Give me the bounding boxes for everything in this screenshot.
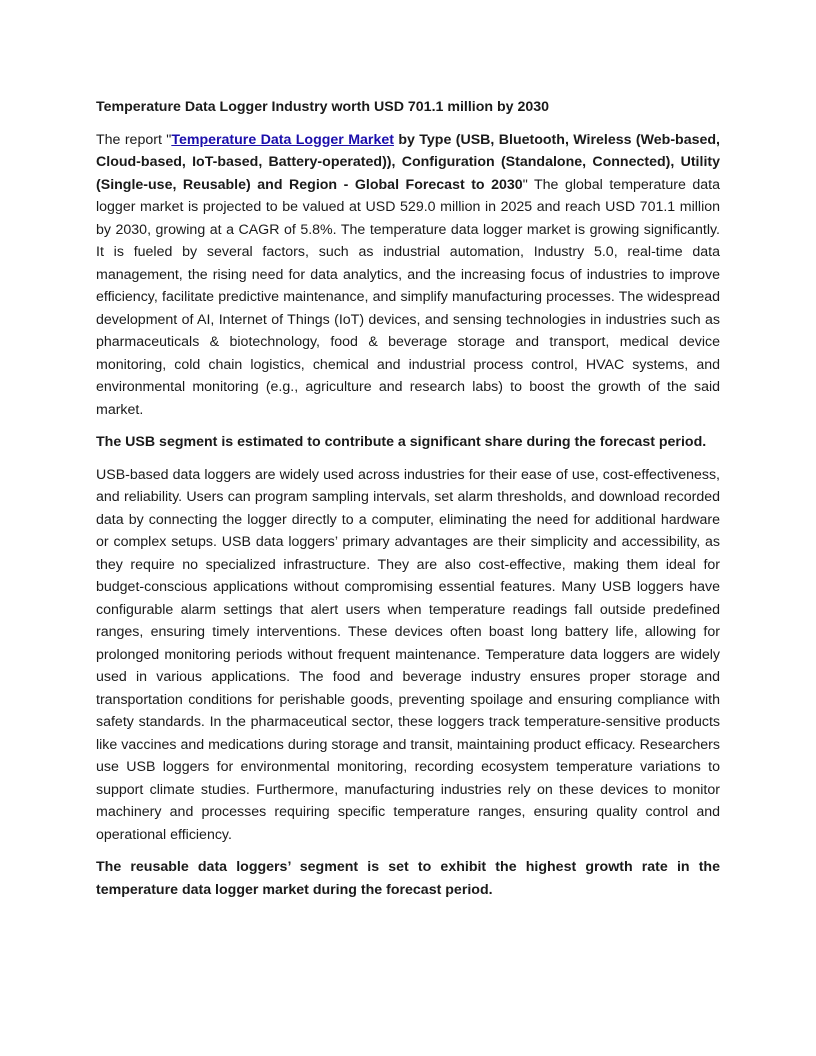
reusable-segment-heading: The reusable data loggers’ segment is set to exhibit the highest growth rate in the temperature data logger market during the forecast period. bbox=[96, 859, 720, 898]
intro-prefix: The report " bbox=[96, 131, 172, 148]
document-title: Temperature Data Logger Industry worth USD 701.1 million by 2030 bbox=[96, 99, 550, 115]
market-report-link[interactable]: Temperature Data Logger Market bbox=[171, 131, 394, 148]
intro-body: " The global temperature data logger market is projected to be valued at USD 529.0 million in 2025 and reach USD 701.1 million by 2030, growing at a CAGR of 5.8%. The temperature data logger market is growing significantly. It is fueled by several factors, such as industrial automation, Industry 5.0, real-time data management, the rising need for data analytics, and the increasing focus of industries to improve efficiency, facilitate predictive maintenance, and simplify manufacturing processes. The widespread development of AI, Internet of Things (IoT) devices, and sensing technologies in industries such as pharmaceuticals & biotechnology, food & beverage storage and transport, medical device monitoring, cold chain logistics, chemical and industrial process control, HVAC systems, and environmental monitoring (e.g., agriculture and research labs) to boost the growth of the said market. bbox=[96, 176, 720, 418]
intro-report-title: by Type (USB, Bluetooth, Wireless (Web-based, Cloud-based, IoT-based, Battery-operated)), Configuration (Standalone, Connected), Utility (Single-use, Reusable) and Region - Global Forecast to 2030 bbox=[96, 131, 720, 193]
usb-segment-paragraph: USB-based data loggers are widely used across industries for their ease of use, cost-effectiveness, and reliability. Users can program sampling intervals, set alarm thresholds, and download recorded data by connecting the logger directly to a computer, eliminating the need for additional hardware or complex setups. USB data loggers’ primary advantages are their simplicity and accessibility, as they require no specialized infrastructure. They are also cost-effective, making them ideal for budget-conscious applications without compromising essential features. Many USB loggers have configurable alarm settings that alert users when temperature readings fall outside predefined ranges, ensuring timely interventions. These devices often boast long battery life, allowing for prolonged monitoring periods without frequent maintenance. Temperature data loggers are widely used in various applications. The food and beverage industry ensures proper storage and transportation conditions for perishable goods, preventing spoilage and ensuring compliance with safety standards. In the pharmaceutical sector, these loggers track temperature-sensitive products like vaccines and medications during storage and transit, maintaining product efficacy. Researchers use USB loggers for environmental monitoring, recording ecosystem temperature variations to support climate studies. Furthermore, manufacturing industries rely on these devices to monitor machinery and processes requiring specific temperature ranges, ensuring quality control and operational efficiency. bbox=[96, 466, 720, 843]
intro-paragraph bbox=[96, 129, 720, 422]
document-page bbox=[96, 96, 720, 911]
usb-segment-heading: The USB segment is estimated to contribute a significant share during the forecast period. bbox=[96, 434, 707, 450]
